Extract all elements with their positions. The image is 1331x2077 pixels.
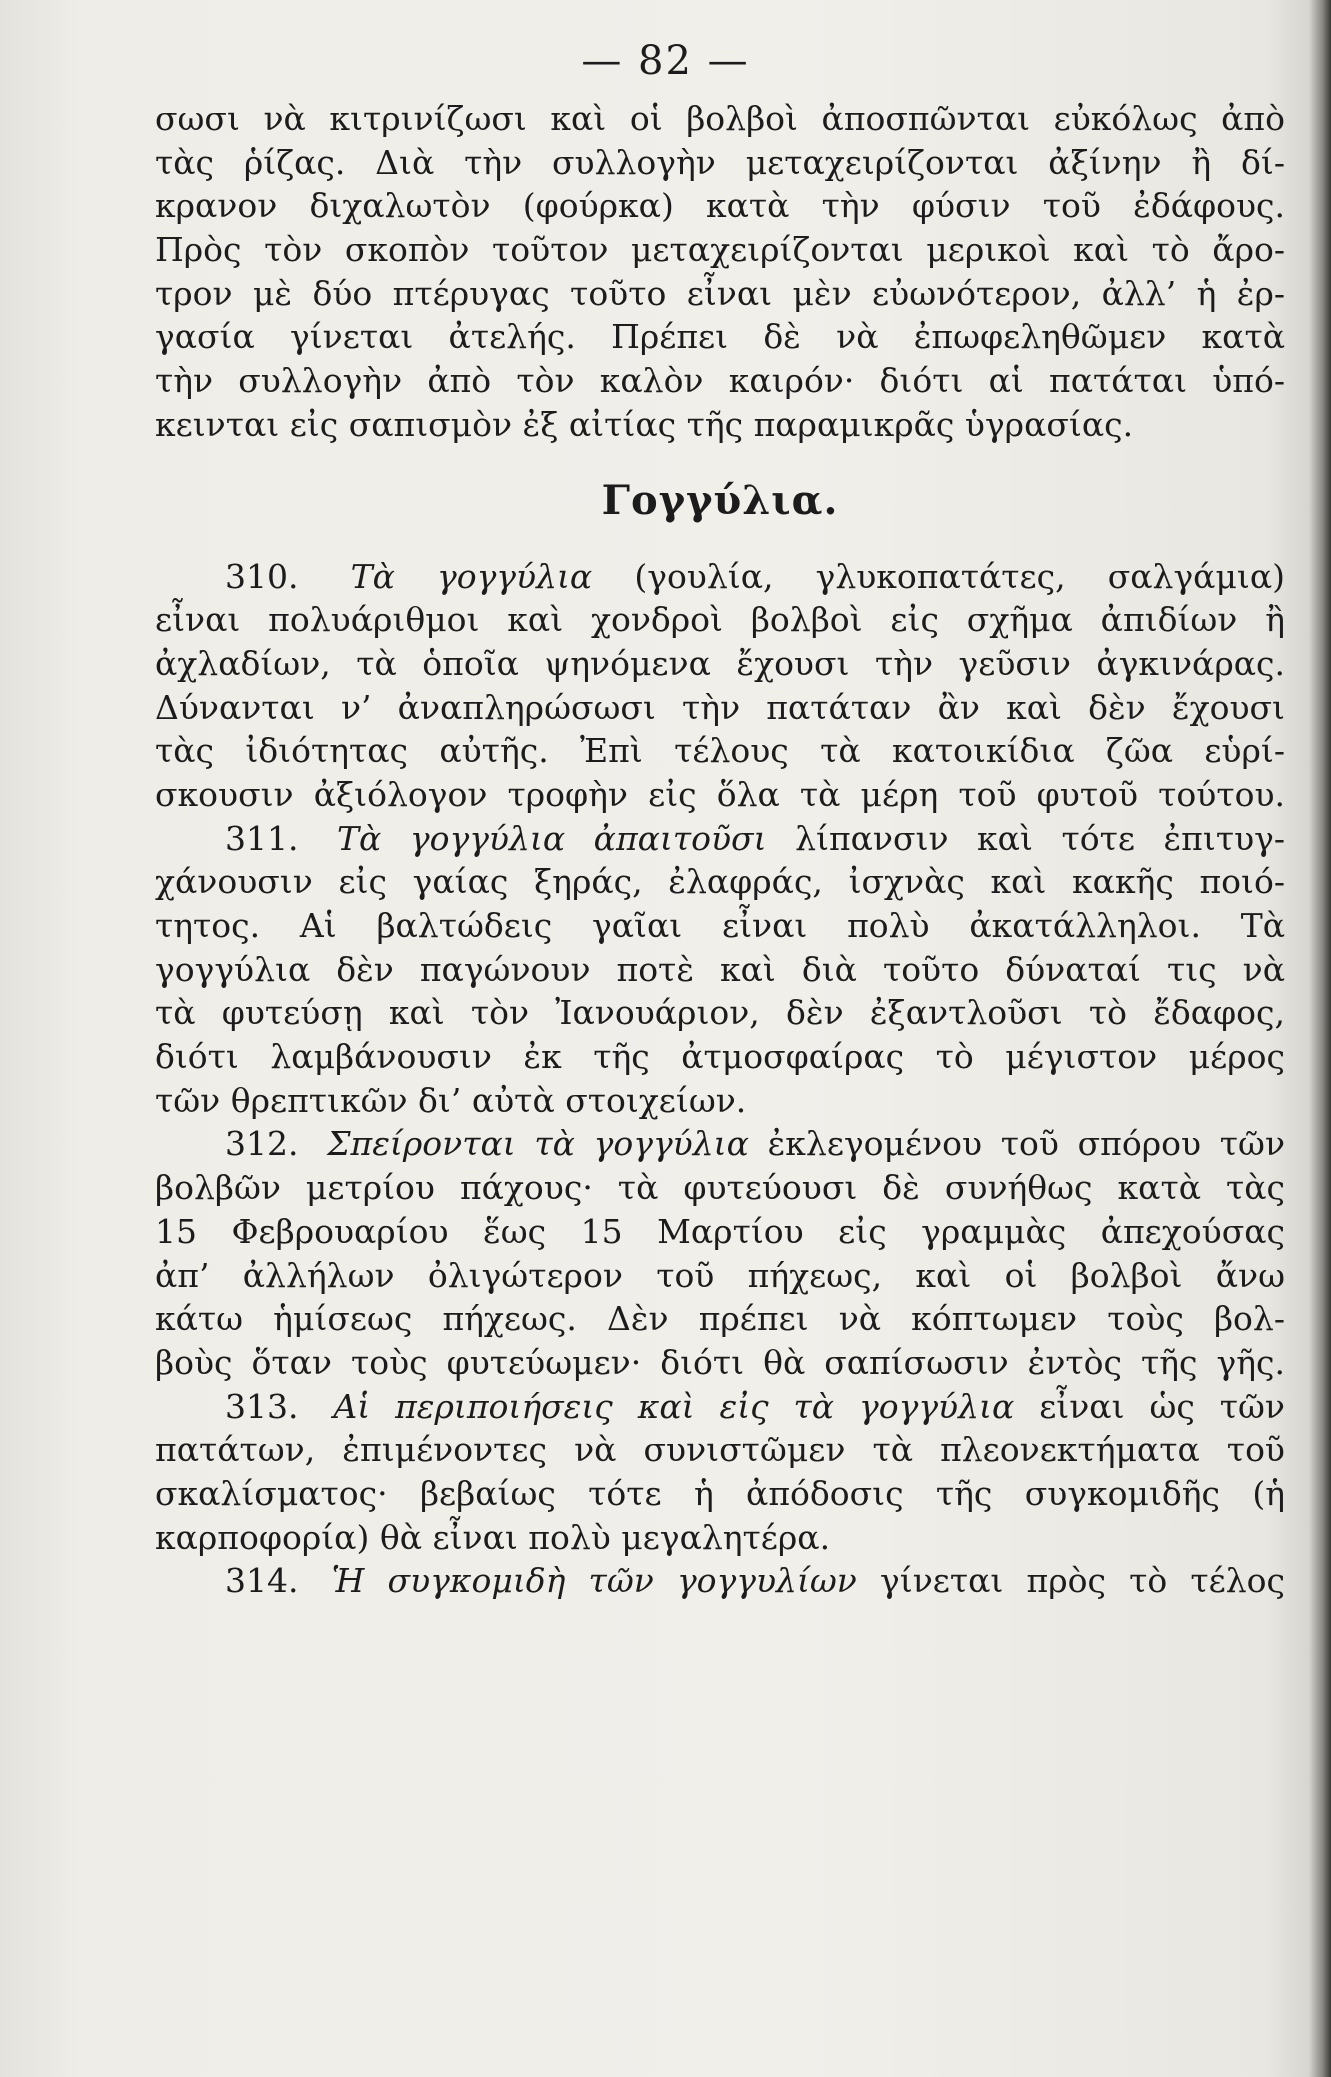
text-line: εἶναι πολυάριθμοι καὶ χονδροὶ βολβοὶ εἰς σχῆμα ἀπιδίων ἢ <box>155 600 1285 640</box>
text-line: χάνουσιν εἰς γαίας ξηράς, ἐλαφράς, ἰσχνὰς καὶ κακῆς ποιό- <box>155 862 1285 902</box>
text-line: σκαλίσματος· βεβαίως τότε ἡ ἀπόδοσις τῆς συγκομιδῆς (ἡ <box>155 1473 1285 1513</box>
text-line: βολβῶν μετρίου πάχους· τὰ φυτεύουσι δὲ συνήθως κατὰ τὰς <box>155 1168 1285 1208</box>
text-line: πατάτων, ἐπιμένοντες νὰ συνιστῶμεν τὰ πλεονεκτήματα τοῦ <box>155 1430 1285 1470</box>
text-line: βοὺς ὅταν τοὺς φυτεύωμεν· διότι θὰ σαπίσωσιν ἐντὸς τῆς γῆς. <box>155 1342 1285 1382</box>
italic-lead: Ἡ συγκομιδὴ τῶν γογγυλίων <box>331 1561 857 1601</box>
paragraph-312 <box>155 1122 1285 1384</box>
text-line: τὴν συλλογὴν ἀπὸ τὸν καλὸν καιρόν· διότι αἱ πατάται ὑπό- <box>155 361 1285 401</box>
text-span: λίπανσιν καὶ τότε ἐπιτυγ- <box>795 818 1285 858</box>
page-edge-shadow <box>1309 0 1331 2077</box>
page-number: — 82 — <box>581 38 750 84</box>
section-heading: Γογγύλια. <box>601 476 839 524</box>
paragraph-first-line <box>155 1122 1285 1166</box>
paragraph-313 <box>155 1385 1285 1560</box>
text-line: Δύνανται ν’ ἀναπληρώσωσι τὴν πατάταν ἂν καὶ δὲν ἔχουσι <box>155 687 1285 727</box>
text-line: τῶν θρεπτικῶν δι’ αὐτὰ στοιχείων. <box>155 1080 747 1120</box>
paragraph-314 <box>155 1559 1285 1603</box>
paragraph-310 <box>155 555 1285 817</box>
text-line: κάτω ἡμίσεως πήχεως. Δὲν πρέπει νὰ κόπτωμεν τοὺς βολ- <box>155 1299 1285 1339</box>
paragraph-number: 314. <box>225 1561 299 1601</box>
italic-lead: Τὰ γογγύλια <box>350 556 593 596</box>
text-line: ἀπ’ ἀλλήλων ὀλιγώτερον τοῦ πήχεως, καὶ οἱ βολβοὶ ἄνω <box>155 1255 1285 1295</box>
text-span: εἶναι ὡς τῶν <box>1039 1386 1285 1426</box>
text-line: ἀχλαδίων, τὰ ὁποῖα ψηνόμενα ἔχουσι τὴν γεῦσιν ἀγκινάρας. <box>155 643 1285 683</box>
text-span: (γουλία, γλυκοπατάτες, σαλγάμια) <box>634 556 1285 596</box>
paragraph-first-line <box>155 1385 1285 1429</box>
paragraph-311 <box>155 817 1285 1123</box>
paragraph-number: 310. <box>225 556 299 596</box>
paragraph-number: 313. <box>225 1386 299 1426</box>
text-line: σκουσιν ἀξιόλογον τροφὴν εἰς ὅλα τὰ μέρη τοῦ φυτοῦ τούτου. <box>155 774 1285 814</box>
text-line: τρον μὲ δύο πτέρυγας τοῦτο εἶναι μὲν εὐωνότερον, ἀλλ’ ἡ ἐρ- <box>155 273 1285 313</box>
text-line: σωσι νὰ κιτρινίζωσι καὶ οἱ βολβοὶ ἀποσπῶνται εὐκόλως ἀπὸ <box>155 99 1285 138</box>
text-line: Πρὸς τὸν σκοπὸν τοῦτον μεταχειρίζονται μερικοὶ καὶ τὸ ἄρο- <box>155 230 1285 270</box>
page-text <box>155 97 1285 1603</box>
text-line: τὰ φυτεύσῃ καὶ τὸν Ἰανουάριον, δὲν ἐξαντλοῦσι τὸ ἔδαφος, <box>155 993 1285 1033</box>
italic-lead: Σπείρονται τὰ γογγύλια <box>327 1124 749 1164</box>
paragraph-first-line <box>155 555 1285 599</box>
text-line: τητος. Αἱ βαλτώδεις γαῖαι εἶναι πολὺ ἀκατάλληλοι. Τὰ <box>155 906 1285 945</box>
text-line: γασία γίνεται ἀτελής. Πρέπει δὲ νὰ ἐπωφεληθῶμεν κατὰ <box>155 317 1285 357</box>
text-span: γίνεται πρὸς τὸ τέλος <box>880 1561 1285 1601</box>
text-line: κρανον διχαλωτὸν (φούρκα) κατὰ τὴν φύσιν τοῦ ἐδάφους. <box>155 186 1285 226</box>
italic-lead: Αἱ περιποιήσεις καὶ εἰς τὰ γογγύλια <box>333 1386 1015 1426</box>
text-line: διότι λαμβάνουσιν ἐκ τῆς ἀτμοσφαίρας τὸ μέγιστον μέρος <box>155 1037 1285 1077</box>
text-line: τὰς ἰδιότητας αὐτῆς. Ἐπὶ τέλους τὰ κατοικίδια ζῶα εὑρί- <box>155 731 1285 771</box>
paragraph-first-line <box>155 1559 1285 1603</box>
text-line: τὰς ῥίζας. Διὰ τὴν συλλογὴν μεταχειρίζονται ἀξίνην ἢ δί- <box>155 142 1285 182</box>
text-line: καρποφορία) θὰ εἶναι πολὺ μεγαλητέρα. <box>155 1517 831 1557</box>
paragraph-number: 311. <box>225 818 299 858</box>
italic-lead: Τὰ γογγύλια ἀπαιτοῦσι <box>337 818 767 858</box>
paragraph-first-line <box>155 817 1285 861</box>
paragraph-number: 312. <box>225 1124 299 1164</box>
text-line: γογγύλια δὲν παγώνουν ποτὲ καὶ διὰ τοῦτο δύναταί τις νὰ <box>155 949 1285 989</box>
text-span: ἐκλεγομένου τοῦ σπόρου τῶν <box>767 1124 1285 1164</box>
text-line: 15 Φεβρουαρίου ἕως 15 Μαρτίου εἰς γραμμὰς ἀπεχούσας <box>155 1211 1285 1251</box>
paragraph-continued <box>155 97 1285 447</box>
text-line: κεινται εἰς σαπισμὸν ἐξ αἰτίας τῆς παραμικρᾶς ὑγρασίας. <box>155 404 1134 444</box>
